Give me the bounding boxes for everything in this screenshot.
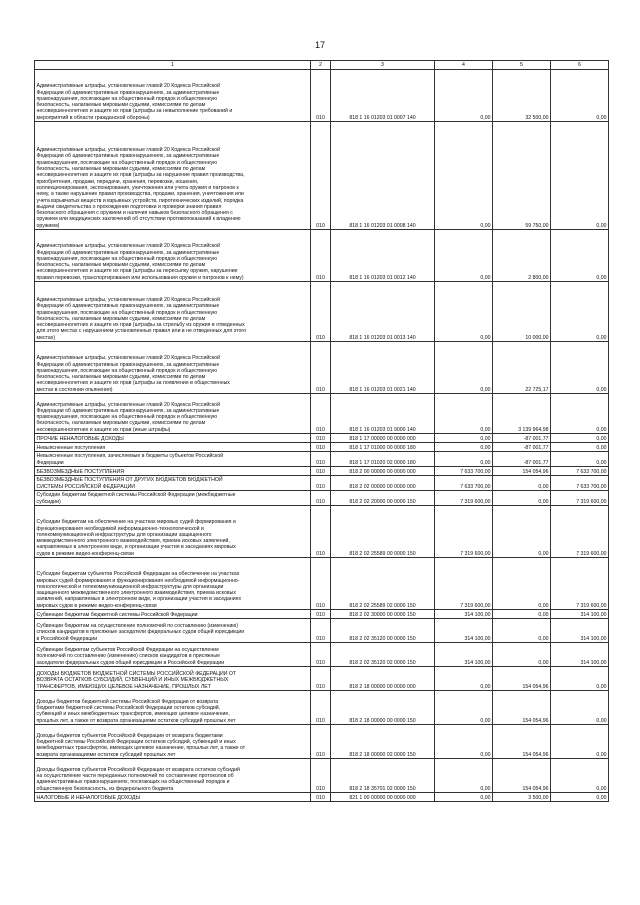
line-code-cell: 010 — [311, 506, 331, 558]
table-row — [35, 452, 609, 467]
remaining-amount-cell: 0,00 — [551, 230, 609, 282]
approved-amount-cell: 7 319 600,00 — [435, 506, 493, 558]
row-name-cell: Административные штрафы, установленные главой 20 Кодекса Российской Федерации об административных правонарушениях, за административные правонарушения, посягающие на общественный порядок и общественную безопасность, налагаемые мировыми судьями, комиссиями по делам несовершеннолетних и защите их прав (штрафы за нарушение правил производства, приобретения, продажи, передачи, хранения, перевозки, ношения, коллекционирования, экспонирования, уничтожения или учета оружия и патронов к нему, а также нарушение правил производства, продажи, хранения, уничтожения или учета взрывчатых веществ и взрывных устройств, пиротехнических изделий, порядка выдачи свидетельства о прохождении подготовки и проверки знания правил безопасного обращения с оружием и наличия навыков безопасного обращения с оружием или медицинских заключений об отсутствии противопоказаний к владению оружием) — [35, 122, 311, 230]
budget-code-cell: 818 2 02 35120 02 0000 150 — [331, 643, 435, 667]
table-header-row — [35, 61, 609, 70]
remaining-amount-cell: 0,00 — [551, 667, 609, 691]
table-row — [35, 467, 609, 476]
remaining-amount-cell: 0,00 — [551, 443, 609, 452]
approved-amount-cell: 7 319 600,00 — [435, 558, 493, 610]
line-code-cell: 010 — [311, 443, 331, 452]
approved-amount-cell: 7 633 700,00 — [435, 467, 493, 476]
table-row — [35, 434, 609, 443]
executed-amount-cell: 22 725,17 — [493, 342, 551, 394]
line-code-cell: 010 — [311, 342, 331, 394]
row-name-cell: Доходы бюджетов субъектов Российской Федерации от возврата бюджетами бюджетной системы Российской Федерации остатков субсидий, субвенций и иных межбюджетных трансфертов, имеющих целевое назначение, прошлых лет, а также от возврата организациями остатков субсидий прошлых лет — [35, 725, 311, 759]
executed-amount-cell: 154 054,96 — [493, 759, 551, 793]
table-row — [35, 282, 609, 342]
table-row — [35, 394, 609, 434]
budget-code-cell: 818 2 18 00000 02 0000 150 — [331, 725, 435, 759]
table-row — [35, 643, 609, 667]
remaining-amount-cell: 0,00 — [551, 434, 609, 443]
line-code-cell: 010 — [311, 725, 331, 759]
row-name-cell: Административные штрафы, установленные главой 20 Кодекса Российской Федерации об административных правонарушениях, за административные правонарушения, посягающие на общественный порядок и общественную безопасность, налагаемые мировыми судьями, комиссиями по делам несовершеннолетних и защите их прав (штрафы за стрельбу из оружия в отведенных для этого местах с нарушением установленных правил или в не отведенных для этого местах) — [35, 282, 311, 342]
executed-amount-cell: -87 001,77 — [493, 452, 551, 467]
row-name-cell: Невыясненные поступления, зачисляемые в бюджеты субъектов Российской Федерации — [35, 452, 311, 467]
remaining-amount-cell: 0,00 — [551, 342, 609, 394]
executed-amount-cell: 0,00 — [493, 643, 551, 667]
approved-amount-cell: 0,00 — [435, 282, 493, 342]
table-row — [35, 230, 609, 282]
row-name-cell: Субвенции бюджетам на осуществление полномочий по составлению (изменению) списков кандидатов в присяжные заседатели федеральных судов общей юрисдикции в Российской Федерации — [35, 619, 311, 643]
approved-amount-cell: 0,00 — [435, 759, 493, 793]
executed-amount-cell: 154 054,96 — [493, 667, 551, 691]
row-name-cell: Административные штрафы, установленные главой 20 Кодекса Российской Федерации об административных правонарушениях, за административные правонарушения, посягающие на общественный порядок и общественную безопасность, налагаемые мировыми судьями, комиссиями по делам несовершеннолетних и защите их прав (штрафы за невыполнение требований и мероприятий в области гражданской обороны) — [35, 70, 311, 122]
remaining-amount-cell: 0,00 — [551, 394, 609, 434]
approved-amount-cell: 0,00 — [435, 443, 493, 452]
approved-amount-cell: 0,00 — [435, 434, 493, 443]
approved-amount-cell: 314 100,00 — [435, 643, 493, 667]
executed-amount-cell: 0,00 — [493, 491, 551, 506]
column-header: 3 — [331, 61, 435, 70]
approved-amount-cell: 314 100,00 — [435, 610, 493, 619]
line-code-cell: 010 — [311, 452, 331, 467]
remaining-amount-cell: 0,00 — [551, 282, 609, 342]
table-row — [35, 759, 609, 793]
approved-amount-cell: 0,00 — [435, 70, 493, 122]
line-code-cell: 010 — [311, 434, 331, 443]
row-name-cell: Субсидии бюджетам субъектов Российской Федерации на обеспечение на участках мировых судей формирования и функционирования необходимой информационно- технологической и телекоммуникационной инфраструктуры для организации защищенного межведомственного электронного взаимодействия, приема исковых заявлений, направляемых в электронном виде, и организации участия в заседаниях мировых судов в режиме видео-конференц-связи — [35, 558, 311, 610]
budget-code-cell: 818 1 16 01203 01 0013 140 — [331, 282, 435, 342]
table-body — [35, 70, 609, 802]
remaining-amount-cell: 0,00 — [551, 725, 609, 759]
table-row — [35, 476, 609, 491]
budget-code-cell: 818 2 00 00000 00 0000 000 — [331, 467, 435, 476]
approved-amount-cell: 0,00 — [435, 122, 493, 230]
budget-code-cell: 818 2 02 00000 00 0000 000 — [331, 476, 435, 491]
table-row — [35, 70, 609, 122]
executed-amount-cell: 32 500,00 — [493, 70, 551, 122]
row-name-cell: Субвенции бюджетам субъектов Российской Федерации на осуществление полномочий по составлению (изменению) списков кандидатов в присяжные заседатели федеральных судов общей юрисдикции в Российской Федерации — [35, 643, 311, 667]
table-row — [35, 491, 609, 506]
remaining-amount-cell: 314 100,00 — [551, 643, 609, 667]
column-header: 4 — [435, 61, 493, 70]
approved-amount-cell: 0,00 — [435, 230, 493, 282]
column-header: 5 — [493, 61, 551, 70]
executed-amount-cell: 0,00 — [493, 476, 551, 491]
table-row — [35, 691, 609, 725]
line-code-cell: 010 — [311, 759, 331, 793]
remaining-amount-cell: 7 319 600,00 — [551, 506, 609, 558]
line-code-cell: 010 — [311, 476, 331, 491]
remaining-amount-cell: 7 633 700,00 — [551, 476, 609, 491]
table-row — [35, 122, 609, 230]
table-row — [35, 443, 609, 452]
budget-code-cell: 821 1 00 00000 00 0000 000 — [331, 793, 435, 802]
row-name-cell: Субсидии бюджетам бюджетной системы Российской Федерации (межбюджетные субсидии) — [35, 491, 311, 506]
budget-code-cell: 818 1 17 00000 00 0000 000 — [331, 434, 435, 443]
budget-code-cell: 818 1 17 01020 02 0000 180 — [331, 452, 435, 467]
budget-code-cell: 818 2 02 25589 02 0000 150 — [331, 558, 435, 610]
budget-code-cell: 818 2 02 30000 00 0000 150 — [331, 610, 435, 619]
line-code-cell: 010 — [311, 558, 331, 610]
column-header: 6 — [551, 61, 609, 70]
line-code-cell: 010 — [311, 793, 331, 802]
budget-code-cell: 818 1 16 01203 01 0007 140 — [331, 70, 435, 122]
remaining-amount-cell: 7 319 600,00 — [551, 558, 609, 610]
budget-code-cell: 818 1 16 01203 01 9000 140 — [331, 394, 435, 434]
line-code-cell: 010 — [311, 619, 331, 643]
remaining-amount-cell: 314 100,00 — [551, 619, 609, 643]
budget-code-cell: 818 2 18 00000 00 0000 000 — [331, 667, 435, 691]
row-name-cell: ПРОЧИЕ НЕНАЛОГОВЫЕ ДОХОДЫ — [35, 434, 311, 443]
budget-code-cell: 818 2 18 35701 02 0000 150 — [331, 759, 435, 793]
remaining-amount-cell: 7 633 700,00 — [551, 467, 609, 476]
approved-amount-cell: 0,00 — [435, 342, 493, 394]
executed-amount-cell: 2 800,00 — [493, 230, 551, 282]
executed-amount-cell: 154 054,96 — [493, 691, 551, 725]
approved-amount-cell: 0,00 — [435, 691, 493, 725]
approved-amount-cell: 0,00 — [435, 667, 493, 691]
row-name-cell: Невыясненные поступления — [35, 443, 311, 452]
budget-code-cell: 818 2 18 00000 00 0000 150 — [331, 691, 435, 725]
table-row — [35, 610, 609, 619]
row-name-cell: НАЛОГОВЫЕ И НЕНАЛОГОВЫЕ ДОХОДЫ — [35, 793, 311, 802]
row-name-cell: БЕЗВОЗМЕЗДНЫЕ ПОСТУПЛЕНИЯ — [35, 467, 311, 476]
row-name-cell: Доходы бюджетов бюджетной системы Российской Федерации от возврата бюджетами бюджетной системы Российской Федерации остатков субсидий, субвенций и иных межбюджетных трансфертов, имеющих целевое назначение, прошлых лет, а также от возврата организациями остатков субсидий прошлых лет — [35, 691, 311, 725]
table-row — [35, 667, 609, 691]
row-name-cell: Административные штрафы, установленные главой 20 Кодекса Российской Федерации об административных правонарушениях, за административные правонарушения, посягающие на общественный порядок и общественную безопасность, налагаемые мировыми судьями, комиссиями по делам несовершеннолетних и защите их прав (штрафы за пересылку оружия, нарушение правил перевозки, транспортирования или использования оружия и патронов к нему) — [35, 230, 311, 282]
row-name-cell: ДОХОДЫ БЮДЖЕТОВ БЮДЖЕТНОЙ СИСТЕМЫ РОССИЙСКОЙ ФЕДЕРАЦИИ ОТ ВОЗВРАТА ОСТАТКОВ СУБСИДИЙ, СУБВЕНЦИЙ И ИНЫХ МЕЖБЮДЖЕТНЫХ ТРАНСФЕРТОВ, ИМЕЮЩИХ ЦЕЛЕВОЕ НАЗНАЧЕНИЕ, ПРОШЛЫХ ЛЕТ — [35, 667, 311, 691]
column-header: 2 — [311, 61, 331, 70]
approved-amount-cell: 7 319 600,00 — [435, 491, 493, 506]
line-code-cell: 010 — [311, 70, 331, 122]
line-code-cell: 010 — [311, 643, 331, 667]
line-code-cell: 010 — [311, 610, 331, 619]
executed-amount-cell: 59 750,00 — [493, 122, 551, 230]
table-row — [35, 793, 609, 802]
line-code-cell: 010 — [311, 691, 331, 725]
line-code-cell: 010 — [311, 122, 331, 230]
executed-amount-cell: 154 054,96 — [493, 467, 551, 476]
table-row — [35, 506, 609, 558]
line-code-cell: 010 — [311, 282, 331, 342]
line-code-cell: 010 — [311, 491, 331, 506]
table-row — [35, 619, 609, 643]
remaining-amount-cell: 0,00 — [551, 452, 609, 467]
table-row — [35, 342, 609, 394]
page-number: 17 — [314, 40, 325, 50]
executed-amount-cell: 10 000,00 — [493, 282, 551, 342]
line-code-cell: 010 — [311, 230, 331, 282]
executed-amount-cell: 0,00 — [493, 506, 551, 558]
approved-amount-cell: 0,00 — [435, 793, 493, 802]
approved-amount-cell: 0,00 — [435, 452, 493, 467]
table-row — [35, 725, 609, 759]
row-name-cell: Административные штрафы, установленные главой 20 Кодекса Российской Федерации об административных правонарушениях, за административные правонарушения, посягающие на общественный порядок и общественную безопасность, налагаемые мировыми судьями, комиссиями по делам несовершеннолетних и защите их прав (иные штрафы) — [35, 394, 311, 434]
budget-code-cell: 818 1 17 01000 00 0000 180 — [331, 443, 435, 452]
line-code-cell: 010 — [311, 467, 331, 476]
budget-code-cell: 818 1 16 01203 01 0021 140 — [331, 342, 435, 394]
line-code-cell: 010 — [311, 394, 331, 434]
budget-code-cell: 818 1 16 01203 01 0012 140 — [331, 230, 435, 282]
executed-amount-cell: 3 500,00 — [493, 793, 551, 802]
row-name-cell: БЕЗВОЗМЕЗДНЫЕ ПОСТУПЛЕНИЯ ОТ ДРУГИХ БЮДЖЕТОВ БЮДЖЕТНОЙ СИСТЕМЫ РОССИЙСКОЙ ФЕДЕРАЦИИ — [35, 476, 311, 491]
approved-amount-cell: 7 633 700,00 — [435, 476, 493, 491]
executed-amount-cell: 0,00 — [493, 610, 551, 619]
executed-amount-cell: 154 054,96 — [493, 725, 551, 759]
row-name-cell: Субсидии бюджетам на обеспечение на участках мировых судей формирования и функционирования необходимой информационно-технологической и телекоммуникационной инфраструктуры для организации защищенного межведомственного электронного взаимодействия, приема исковых заявлений, направляемых в электронном виде, и организации участия в заседаниях мировых судов в режиме видео-конференц-связи — [35, 506, 311, 558]
remaining-amount-cell: 314 100,00 — [551, 610, 609, 619]
budget-table — [34, 60, 609, 802]
executed-amount-cell: 0,00 — [493, 558, 551, 610]
executed-amount-cell: 0,00 — [493, 619, 551, 643]
executed-amount-cell: 3 139 964,98 — [493, 394, 551, 434]
remaining-amount-cell: 0,00 — [551, 691, 609, 725]
remaining-amount-cell: 0,00 — [551, 793, 609, 802]
budget-code-cell: 818 2 02 20000 00 0000 150 — [331, 491, 435, 506]
approved-amount-cell: 314 100,00 — [435, 619, 493, 643]
table-row — [35, 558, 609, 610]
remaining-amount-cell: 0,00 — [551, 122, 609, 230]
remaining-amount-cell: 0,00 — [551, 70, 609, 122]
executed-amount-cell: -87 001,77 — [493, 434, 551, 443]
row-name-cell: Субвенции бюджетам бюджетной системы Российской Федерации — [35, 610, 311, 619]
row-name-cell: Административные штрафы, установленные главой 20 Кодекса Российской Федерации об административных правонарушениях, за административные правонарушения, посягающие на общественный порядок и общественную безопасность, налагаемые мировыми судьями, комиссиями по делам несовершеннолетних и защите их прав (штрафы за появление в общественных местах в состоянии опьянения) — [35, 342, 311, 394]
budget-code-cell: 818 2 02 35120 00 0000 150 — [331, 619, 435, 643]
approved-amount-cell: 0,00 — [435, 394, 493, 434]
row-name-cell: Доходы бюджетов субъектов Российской Федерации от возврата остатков субсидий на осуществление части переданных полномочий по составлению протоколов об административных правонарушениях, посягающих на общественный порядок и общественную безопасность, из федерального бюджета — [35, 759, 311, 793]
executed-amount-cell: -87 001,77 — [493, 443, 551, 452]
budget-code-cell: 818 2 02 25589 00 0000 150 — [331, 506, 435, 558]
budget-code-cell: 818 1 16 01203 01 0008 140 — [331, 122, 435, 230]
column-header: 1 — [35, 61, 311, 70]
approved-amount-cell: 0,00 — [435, 725, 493, 759]
remaining-amount-cell: 0,00 — [551, 759, 609, 793]
remaining-amount-cell: 7 319 600,00 — [551, 491, 609, 506]
line-code-cell: 010 — [311, 667, 331, 691]
